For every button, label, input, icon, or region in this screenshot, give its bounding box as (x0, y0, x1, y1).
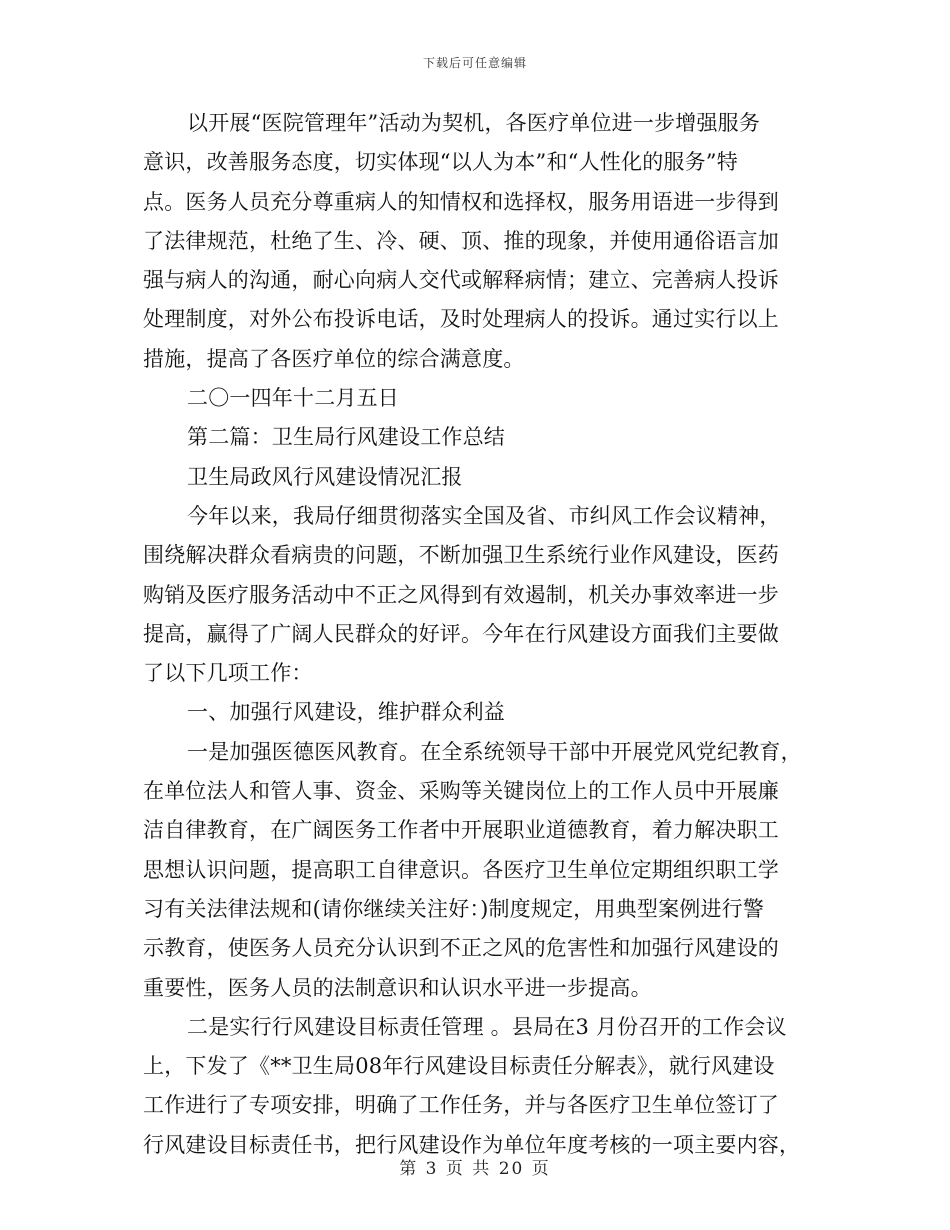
body-line: 点。医务人员充分尊重病人的知情权和选择权，服务用语进一步得到 (143, 189, 779, 214)
body-line: 行风建设目标责任书，把行风建设作为单位年度考核的一项主要内容， (143, 1132, 801, 1157)
body-line: 了以下几项工作： (143, 661, 313, 686)
body-line: 今年以来，我局仔细贯彻落实全国及省、市纠风工作会议精神， (187, 503, 781, 528)
body-line: 处理制度，对外公布投诉电话，及时处理病人的投诉。通过实行以上 (143, 307, 779, 332)
section-title: 第二篇：卫生局行风建设工作总结 (187, 425, 505, 450)
body-line: 重要性，医务人员的法制意识和认识水平进一步提高。 (143, 975, 652, 1000)
body-line: 购销及医疗服务活动中不正之风得到有效遏制，机关办事效率进一步 (143, 582, 779, 607)
page-number-footer: 第 3 页 共 20 页 (399, 1159, 551, 1179)
body-line: 二是实行行风建设目标责任管理 。县局在3 月份召开的工作会议 (187, 1014, 787, 1039)
body-line: 洁自律教育，在广阔医务工作者中开展职业道德教育，着力解决职工 (143, 818, 779, 843)
report-title: 卫生局政风行风建设情况汇报 (187, 464, 463, 489)
body-line: 示教育，使医务人员充分认识到不正之风的危害性和加强行风建设的 (143, 936, 779, 961)
subsection-heading: 一、加强行风建设，维护群众利益 (187, 700, 505, 725)
body-line: 措施，提高了各医疗单位的综合满意度。 (143, 346, 525, 371)
body-line: 提高，赢得了广阔人民群众的好评。今年在行风建设方面我们主要做 (143, 621, 779, 646)
body-line: 强与病人的沟通，耐心向病人交代或解释病情；建立、完善病人投诉 (143, 268, 779, 293)
body-line: 思想认识问题，提高职工自律意识。各医疗卫生单位定期组织职工学 (143, 857, 779, 882)
body-line: 一是加强医德医风教育。在全系统领导干部中开展党风党纪教育， (187, 739, 802, 764)
body-line: 工作进行了专项安排，明确了工作任务，并与各医疗卫生单位签订了 (143, 1093, 779, 1118)
body-line: 以开展“医院管理年”活动为契机，各医疗单位进一步增强服务 (187, 111, 761, 135)
date-line: 二〇一四年十二月五日 (187, 386, 399, 411)
body-line: 习有关法律法规和(请你继续关注好：)制度规定，用典型案例进行警 (143, 896, 765, 921)
body-line: 在单位法人和管人事、资金、采购等关键岗位上的工作人员中开展廉 (143, 779, 779, 804)
body-line: 围绕解决群众看病贵的问题，不断加强卫生系统行业作风建设，医药 (143, 543, 779, 568)
document-body (143, 104, 807, 1165)
body-line: 上，下发了《**卫生局08年行风建设目标责任分解表》，就行风建设 (143, 1054, 775, 1079)
page-header: 下载后可任意编辑 (422, 56, 527, 70)
body-line: 了法律规范，杜绝了生、冷、硬、顶、推的现象，并使用通俗语言加 (143, 228, 779, 253)
body-line: 意识，改善服务态度，切实体现“以人为本”和“人性化的服务”特 (143, 150, 738, 175)
